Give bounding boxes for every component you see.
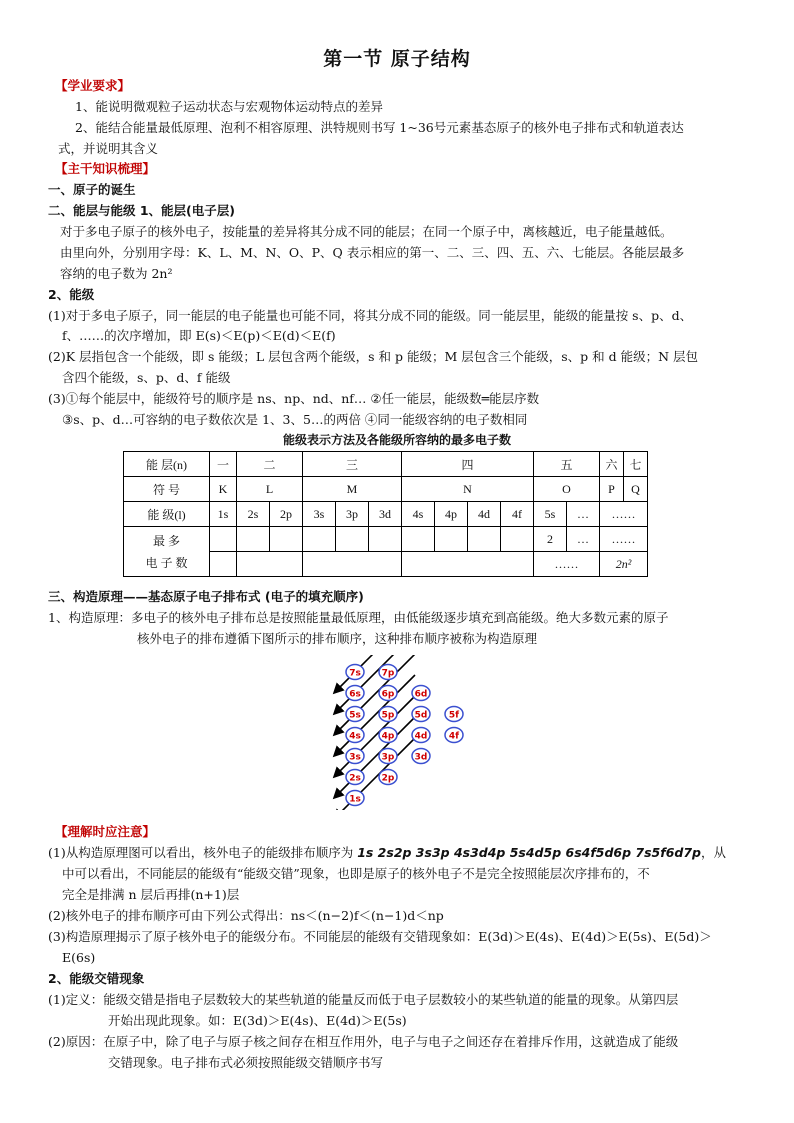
symbol-cell: N <box>402 477 534 502</box>
layer-cell: 六 <box>600 452 624 477</box>
symbol-cell: M <box>303 477 402 502</box>
note-2: (2)核外电子的排布顺序可由下列公式得出：ns＜(n−2)f＜(n−1)d＜np <box>48 908 444 923</box>
empty-cell <box>402 552 534 577</box>
reason-line-1: (2)原因：在原子中，除了电子与原子核之间存在相互作用外，电子与电子之间还存在着排斥作用，这就造成了能级 <box>48 1034 679 1049</box>
table-caption: 能级表示方法及各能级所容纳的最多电子数 <box>282 433 511 447</box>
row-label-max-electrons-1: 最 多 <box>152 533 180 548</box>
empty-cell <box>210 552 237 577</box>
orbital-label: 5p <box>381 710 395 721</box>
point-1-line-1: (1)对于多电子原子，同一能层的电子能量也可能不同，将其分成不同的能级。同一能层里，能级的能量按 s、p、d、 <box>48 308 693 323</box>
orbital-5f <box>445 707 463 722</box>
orbital-label: 4p <box>381 731 395 742</box>
orbital-label: 7s <box>349 668 361 679</box>
table-row <box>124 527 648 552</box>
orbital-label: 4f <box>448 731 460 742</box>
max-electrons-cell: 2 <box>534 527 567 552</box>
level-cell: 2p <box>270 502 303 527</box>
symbol-cell: K <box>210 477 237 502</box>
note-1-suffix: ，从 <box>701 845 727 860</box>
layer-cell: 一 <box>210 452 237 477</box>
note-1-line-3: 完全是排满 n 层后再排(n+1)层 <box>62 887 240 902</box>
level-cell: 3s <box>303 502 336 527</box>
requirement-1: 1、能说明微观粒子运动状态与宏观物体运动特点的差异 <box>75 99 383 114</box>
orbital-1s <box>346 791 364 806</box>
orbital-label: 6s <box>349 689 361 700</box>
level-cell: 3d <box>369 502 402 527</box>
note-1-sequence: 1s 2s2p 3s3p 4s3d4p 5s4d5p 6s4f5d6p 7s5f6d7p <box>357 845 701 860</box>
row-label-layer: 能 层(n) <box>124 452 210 477</box>
empty-cell <box>501 527 534 552</box>
layer-cell: 七 <box>624 452 648 477</box>
orbital-5p <box>379 707 397 722</box>
energy-level-table <box>123 451 648 577</box>
symbol-cell: P <box>600 477 624 502</box>
orbital-4d <box>412 728 430 743</box>
total-electrons-cell: 2n² <box>600 552 648 577</box>
level-cell: … <box>567 502 600 527</box>
orbital-4p <box>379 728 397 743</box>
orbital-label: 6d <box>414 689 428 700</box>
empty-cell <box>303 527 336 552</box>
page-title: 第一节 原子结构 <box>323 48 471 70</box>
level-cell: 4f <box>501 502 534 527</box>
orbital-label: 1s <box>349 794 361 805</box>
symbol-cell: L <box>237 477 303 502</box>
layer-cell: 三 <box>303 452 402 477</box>
orbital-4s <box>346 728 364 743</box>
total-electrons-cell: …… <box>534 552 600 577</box>
aufbau-diagram <box>330 655 480 810</box>
requirement-2: 2、能结合能量最低原理、泡利不相容原理、洪特规则书写 1~36号元素基态原子的核外电子排布式和轨道表达 <box>75 120 684 135</box>
table-row <box>124 477 648 502</box>
level-cell: 2s <box>237 502 270 527</box>
row-label-symbol: 符 号 <box>124 477 210 502</box>
definition-line-2: 开始出现此现象。如：E(3d)＞E(4s)、E(4d)＞E(5s) <box>108 1013 407 1028</box>
orbital-6p <box>379 686 397 701</box>
note-1-line-2: 中可以看出，不同能层的能级有“能级交错”现象，也即是原子的核外电子不是完全按照能层次序排布的，不 <box>62 866 650 881</box>
orbital-label: 3s <box>349 752 361 763</box>
empty-cell <box>210 527 237 552</box>
heading-energy-layers: 二、能层与能级 1、能层(电子层) <box>48 203 235 218</box>
orbital-label: 5d <box>414 710 428 721</box>
para-layers-1: 对于多电子原子的核外电子，按能量的差异将其分成不同的能层；在同一个原子中，离核越近，电子能量越低。 <box>60 224 673 239</box>
symbol-cell: Q <box>624 477 648 502</box>
point-1-line-2: f、……的次序增加，即 E(s)＜E(p)＜E(d)＜E(f) <box>62 328 336 343</box>
point-2-line-1: (2)K 层指包含一个能级，即 s 能级；L 层包含两个能级，s 和 p 能级；M 层包含三个能级，s、p 和 d 能级；N 层包 <box>48 349 699 364</box>
orbital-4f <box>445 728 463 743</box>
level-cell: 3p <box>336 502 369 527</box>
orbital-label: 5f <box>448 710 460 721</box>
orbital-6d <box>412 686 430 701</box>
level-cell: 4d <box>468 502 501 527</box>
section-study-requirements: 【学业要求】 <box>55 78 131 93</box>
note-3-line-2: E(6s) <box>62 950 96 965</box>
orbital-2s <box>346 770 364 785</box>
row-label-max-electrons <box>124 527 210 577</box>
orbital-3d <box>412 749 430 764</box>
orbital-label: 3d <box>414 752 428 763</box>
orbital-5d <box>412 707 430 722</box>
empty-cell <box>402 527 435 552</box>
level-cell: 1s <box>210 502 237 527</box>
section-notes: 【理解时应注意】 <box>55 824 156 839</box>
level-cell: 5s <box>534 502 567 527</box>
row-label-max-electrons-2: 电 子 数 <box>145 555 188 570</box>
orbital-label: 4d <box>414 731 428 742</box>
layer-cell: 五 <box>534 452 600 477</box>
level-cell: 4p <box>435 502 468 527</box>
orbital-label: 2p <box>381 773 395 784</box>
row-label-level: 能 级(l) <box>124 502 210 527</box>
orbital-label: 5s <box>349 710 361 721</box>
empty-cell <box>468 527 501 552</box>
section-key-knowledge: 【主干知识梳理】 <box>55 161 156 176</box>
para-layers-2: 由里向外，分别用字母：K、L、M、N、O、P、Q 表示相应的第一、二、三、四、五、六、七能层。各能层最多 <box>60 245 685 260</box>
note-3-line-1: (3)构造原理揭示了原子核外电子的能级分布。不同能层的能级有交错现象如：E(3d)＞E(4s)、E(4d)＞E(5s)、E(5d)＞ <box>48 929 712 944</box>
orbital-3s <box>346 749 364 764</box>
point-2-line-2: 含四个能级，s、p、d、f 能级 <box>62 370 231 385</box>
point-3-line-2: ③s、p、d…可容纳的电子数依次是 1、3、5…的两倍 ④同一能级容纳的电子数相同 <box>62 412 528 427</box>
reason-line-2: 交错现象。电子排布式必须按照能级交错顺序书写 <box>108 1055 384 1070</box>
note-1-prefix: (1)从构造原理图可以看出，核外电子的能级排布顺序为 <box>48 845 358 860</box>
orbital-2p <box>379 770 397 785</box>
orbital-label: 2s <box>349 773 361 784</box>
empty-cell <box>237 527 270 552</box>
empty-cell <box>435 527 468 552</box>
point-3-line-1: (3)①每个能层中，能级符号的顺序是 ns、np、nd、nf… ②任一能层，能级数═能层序数 <box>48 391 540 406</box>
orbital-7p <box>379 665 397 680</box>
heading-aufbau: 三、构造原理——基态原子电子排布式 (电子的填充顺序) <box>48 589 364 604</box>
heading-energy-levels: 2、能级 <box>48 287 95 302</box>
aufbau-para-2: 核外电子的排布遵循下图所示的排布顺序，这种排布顺序被称为构造原理 <box>137 631 538 646</box>
empty-cell <box>336 527 369 552</box>
definition-line-1: (1)定义：能级交错是指电子层数较大的某些轨道的能量反而低于电子层数较小的某些轨道的能量的现象。从第四层 <box>48 992 679 1007</box>
diagonal-arrow <box>335 655 415 713</box>
layer-cell: 四 <box>402 452 534 477</box>
orbital-6s <box>346 686 364 701</box>
orbital-5s <box>346 707 364 722</box>
table-row <box>124 452 648 477</box>
orbital-label: 7p <box>381 668 395 679</box>
orbital-7s <box>346 665 364 680</box>
layer-cell: 二 <box>237 452 303 477</box>
empty-cell <box>369 527 402 552</box>
heading-origin-of-atom: 一、原子的诞生 <box>48 182 136 197</box>
level-cell: …… <box>600 502 648 527</box>
symbol-cell: O <box>534 477 600 502</box>
orbital-label: 6p <box>381 689 395 700</box>
empty-cell <box>270 527 303 552</box>
note-1-line-1 <box>48 843 726 862</box>
orbital-label: 3p <box>381 752 395 763</box>
max-electrons-cell: … <box>567 527 600 552</box>
level-cell: 4s <box>402 502 435 527</box>
empty-cell <box>303 552 402 577</box>
requirement-2-cont: 式，并说明其含义 <box>58 141 159 156</box>
table-row <box>124 502 648 527</box>
para-layers-3: 容纳的电子数为 2n² <box>60 266 173 281</box>
max-electrons-cell: …… <box>600 527 648 552</box>
aufbau-para-1: 1、构造原理：多电子的核外电子排布总是按照能量最低原理，由低能级逐步填充到高能级。绝大多数元素的原子 <box>48 610 669 625</box>
heading-level-interleave: 2、能级交错现象 <box>48 971 145 986</box>
orbital-3p <box>379 749 397 764</box>
orbital-label: 4s <box>349 731 361 742</box>
empty-cell <box>237 552 303 577</box>
